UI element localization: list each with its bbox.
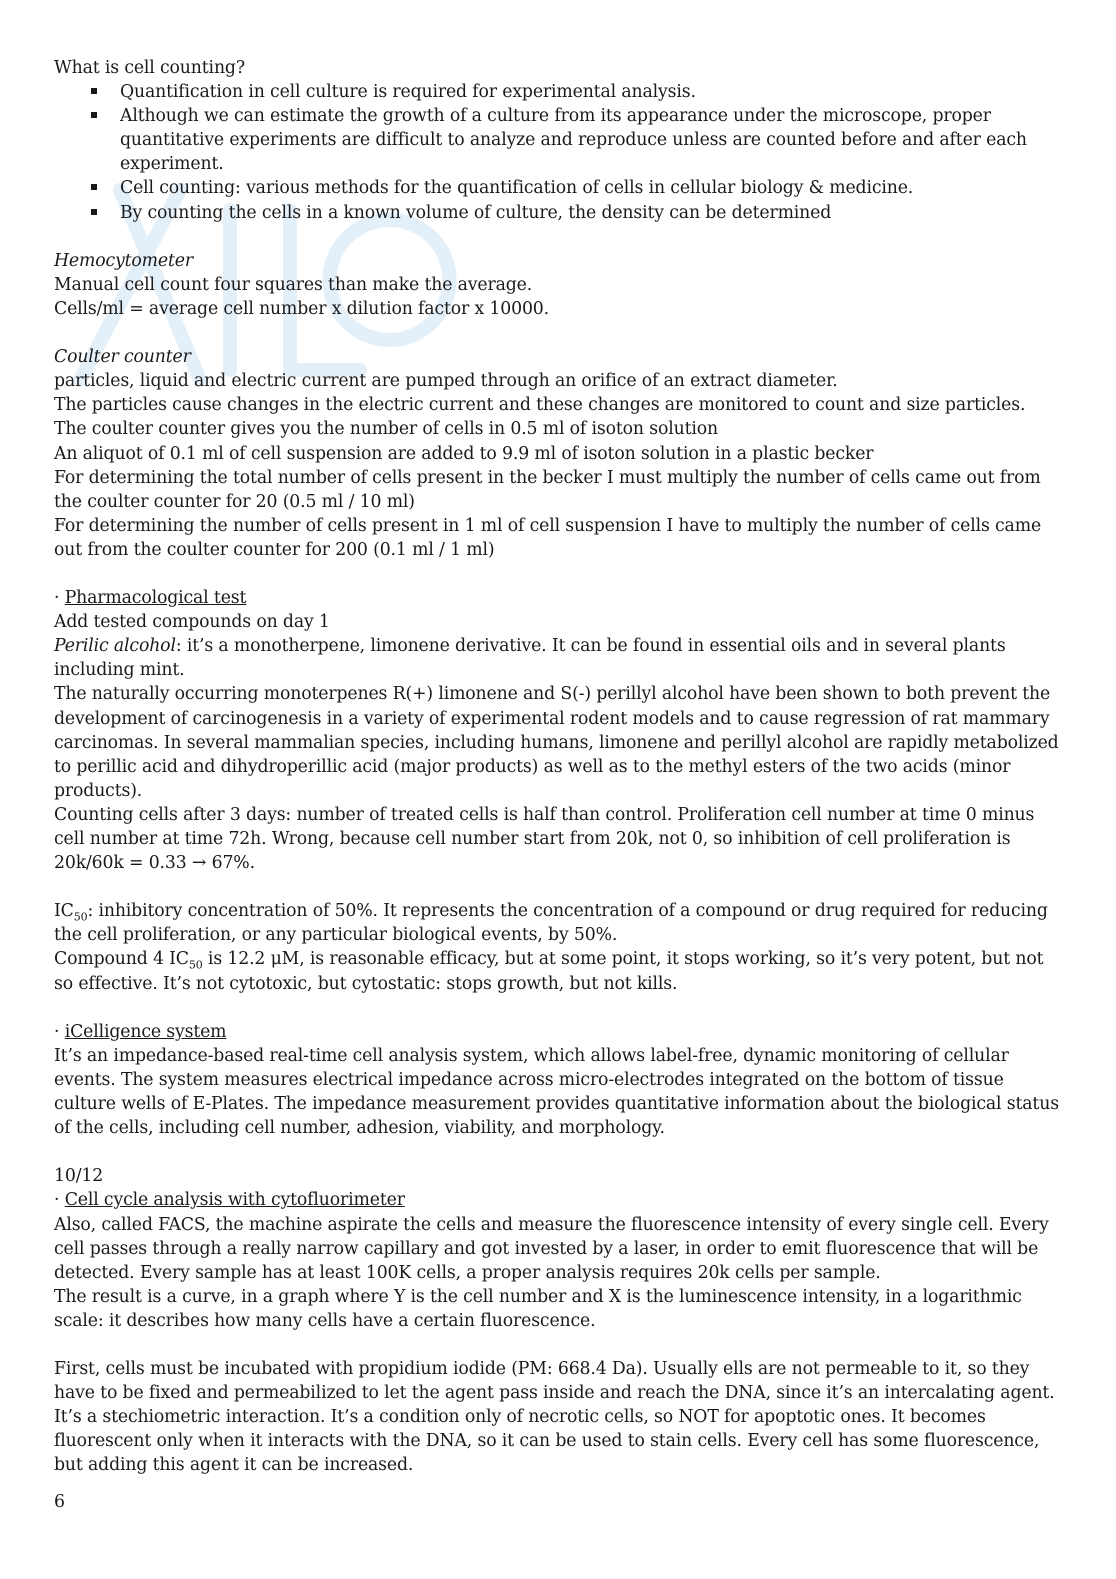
ic-subscript: 50 [188,958,203,972]
pharma-title: Pharmacological test [64,588,247,609]
coulter-section [54,345,1064,562]
paragraph-line: Manual cell count four squares than make the average. [54,274,533,295]
bullet-dot: · [54,1021,65,1042]
hemocytometer-title: Hemocytometer [54,250,193,271]
paragraph-line: For determining the total number of cells present in the becker I must multiply the number of cells came out from the coulter counter for 20 (0.5 ml / 10 ml) [54,467,1041,512]
result-paragraph: The result is a curve, in a graph where Y is the cell number and X is the luminescence intensity, in a logarithmic scale: it describes how many cells have a certain fluorescence. [54,1286,1022,1331]
list-item: Cell counting: various methods for the quantification of cells in cellular biology & medicine. [54,176,1064,200]
perilic-term: Perilic alcohol [54,636,176,657]
ic50-def-text: : inhibitory concentration of 50%. It represents the concentration of a compound or drug required for reducing the cell proliferation, or any particular biological events, by 50%. [54,901,1048,946]
compound-text: is 12.2 μM, is reasonable efficacy, but at some point, it stops working, so it’s very potent, but not so effective. It’s not cytotoxic, but cytostatic: stops growth, but not kills. [54,949,1044,994]
list-item: Although we can estimate the growth of a culture from its appearance under the microscope, proper quantitative experiments are difficult to analyze and reproduce unless are counted before and after each experiment. [54,104,1064,176]
icelligence-section [54,1020,1064,1140]
bullet-dot: · [54,588,65,609]
paragraph-line: particles, liquid and electric current are pumped through an orifice of an extract diameter. [54,371,838,392]
intro-bullet-list [54,80,1064,225]
ic-label: IC [54,901,74,922]
ic50-section [54,899,1064,995]
bullet-dot: · [54,1190,65,1211]
coulter-title: Coulter counter [54,347,191,368]
pharma-heading [54,586,1064,610]
cellcycle-section [54,1164,1064,1477]
date-label: 10/12 [54,1166,104,1187]
icelligence-heading [54,1020,1064,1044]
counting-paragraph: Counting cells after 3 days: number of treated cells is half than control. Proliferation cell number at time 0 minus cell number at time 72h. Wrong, because cell number start from 20k, not 0, so inhibition of cell proliferation is 20k/60k = 0.33 → 67%. [54,804,1035,874]
paragraph-line: For determining the number of cells present in 1 ml of cell suspension I have to multiply the number of cells came out from the coulter counter for 200 (0.1 ml / 1 ml) [54,515,1042,560]
icelligence-title: iCelligence system [64,1021,227,1042]
paragraph-line: The particles cause changes in the electric current and these changes are monitored to count and size particles. [54,395,1026,416]
perilic-text: : it’s a monotherpene, limonene derivative. It can be found in essential oils and in several plants including mint. [54,636,1006,681]
list-item: Quantification in cell culture is required for experimental analysis. [54,80,1064,104]
paragraph-line: The coulter counter gives you the number of cells in 0.5 ml of isoton solution [54,419,718,440]
monoterpenes-paragraph: The naturally occurring monoterpenes R(+) limonene and S(-) perillyl alcohol have been shown to both prevent the development of carcinogenesis in a variety of experimental rodent models and to cause regression of rat mammary carcinomas. In several mammalian species, including humans, limonene and perillyl alcohol are rapidly metabolized to perillic acid and dihydroperillic acid (major products) as well as to the methyl esters of the two acids (minor products). [54,684,1059,801]
icelligence-paragraph: It’s an impedance-based real-time cell analysis system, which allows label-free, dynamic monitoring of cellular events. The system measures electrical impedance across micro-electrodes integrated on the bottom of tissue culture wells of E-Plates. The impedance measurement provides quantitative information about the biological status of the cells, including cell number, adhesion, viability, and morphology. [54,1045,1059,1139]
intro-section [54,56,1064,225]
propidium-paragraph: First, cells must be incubated with propidium iodide (PM: 668.4 Da). Usually ells are not permeable to it, so they have to be fixed and permeabilized to let the agent pass inside and reach the DNA, since it’s an intercalating agent. It’s a stechiometric interaction. It’s a condition only of necrotic cells, so NOT for apoptotic ones. It becomes fluorescent only when it interacts with the DNA, so it can be used to stain cells. Every cell has some fluorescence, but adding this agent it can be increased. [54,1359,1055,1476]
paragraph-line: Add tested compounds on day 1 [54,612,330,633]
cellcycle-heading [54,1188,1064,1212]
paragraph-line: Cells/ml = average cell number x dilution factor x 10000. [54,298,549,319]
intro-heading: What is cell counting? [54,58,245,78]
ic50-definition [54,899,1064,947]
hemocytometer-section [54,249,1064,321]
pharma-section [54,586,1064,875]
ic-subscript: 50 [73,910,88,924]
compound-paragraph [54,947,1064,995]
page-number: 6 [54,1492,65,1512]
compound-prefix: Compound 4 IC [54,949,189,970]
cellcycle-title: Cell cycle analysis with cytofluorimeter [64,1190,405,1211]
list-item: By counting the cells in a known volume of culture, the density can be determined [54,201,1064,225]
facs-paragraph: Also, called FACS, the machine aspirate the cells and measure the fluorescence intensity of every single cell. Every cell passes through a really narrow capillary and got invested by a laser, in order to emit fluorescence that will be detected. Every sample has at least 100K cells, a proper analysis requires 20k cells per sample. [54,1214,1049,1283]
perilic-paragraph [54,634,1064,682]
document-page [54,56,1064,1478]
paragraph-line: An aliquot of 0.1 ml of cell suspension are added to 9.9 ml of isoton solution in a plastic becker [54,443,874,464]
